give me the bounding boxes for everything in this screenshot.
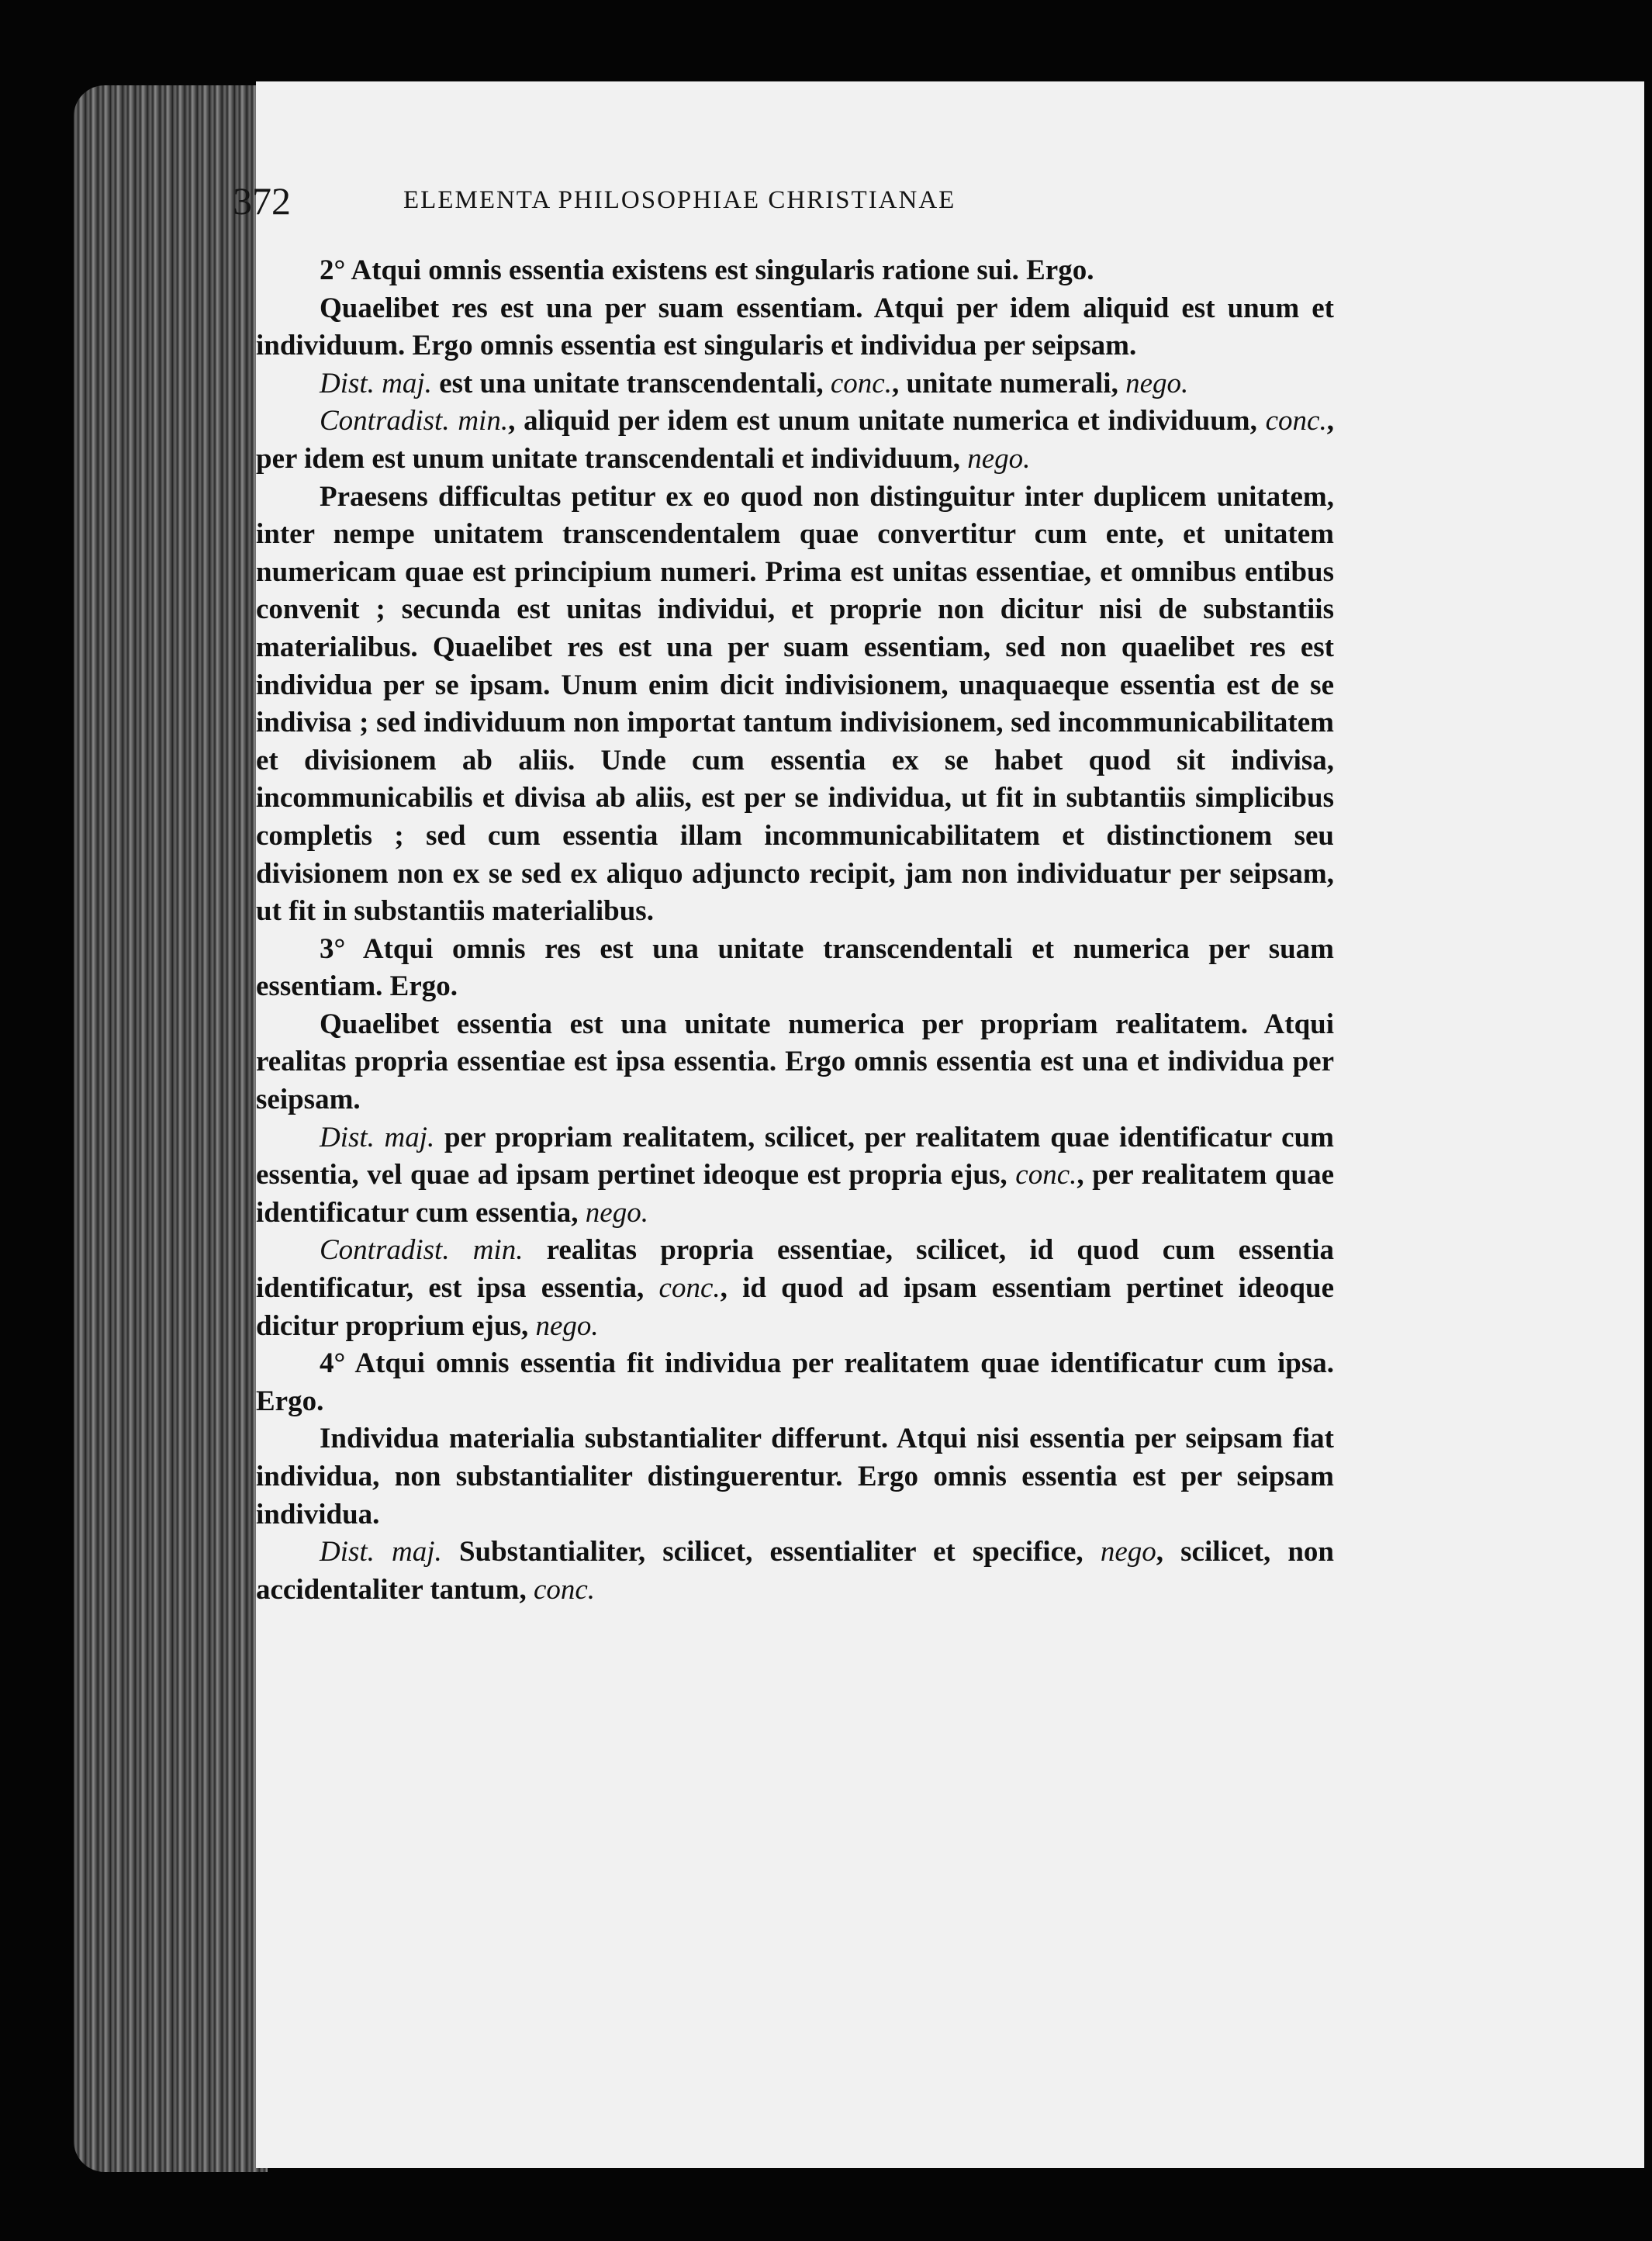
text-run: , aliquid per idem est unum unitate numerica et individuum, [508, 405, 1266, 437]
text-run: 4° Atqui omnis essentia fit individua per realitatem quae identificatur cum ipsa. Ergo. [256, 1347, 1334, 1417]
paragraph [256, 252, 1334, 290]
text-run: , scilicet, non accidentaliter tantum, [256, 1536, 1334, 1606]
paragraph [256, 1119, 1334, 1233]
italic-run: nego. [1125, 367, 1189, 399]
paragraph [256, 931, 1334, 1006]
text-run: realitas propria essentiae, scilicet, id quod cum essentia identificatur, est ipsa essentia, [256, 1234, 1334, 1305]
text-run: est una unitate transcendentali, [431, 367, 831, 399]
text-run: per propriam realitatem, scilicet, per realitatem quae identificatur cum essentia, vel quae ad ipsam pertinet ideoque est propria ejus, [256, 1121, 1334, 1191]
text-run: Substantialiter, scilicet, essentialiter et specifice, [441, 1536, 1101, 1568]
italic-run: nego. [535, 1309, 599, 1342]
text-run: 2° Atqui omnis essentia existens est singularis ratione sui. Ergo. [320, 254, 1094, 286]
text-run: , unitate numerali, [891, 367, 1126, 399]
paragraph [256, 365, 1334, 403]
text-run: , per realitatem quae identificatur cum essentia, [256, 1159, 1334, 1229]
paragraph [256, 1420, 1334, 1534]
paragraph [256, 1534, 1334, 1609]
italic-run: Dist. maj. [320, 1121, 435, 1153]
italic-run: Dist. maj. [320, 1536, 442, 1568]
text-run: 3° Atqui omnis res est una unitate transcendentali et numerica per suam essentiam. Ergo. [256, 932, 1334, 1003]
paragraph [256, 479, 1334, 931]
page-header [233, 178, 1350, 233]
paragraph [256, 1006, 1334, 1119]
italic-run: nego [1100, 1536, 1156, 1568]
paragraph [256, 1232, 1334, 1345]
text-body [256, 252, 1334, 1609]
text-run: Quaelibet essentia est una unitate numerica per propriam realitatem. Atqui realitas propria essentiae est ipsa essentia. Ergo omnis essentia est una et individua per seipsam. [256, 1008, 1334, 1116]
italic-run: conc. [1265, 405, 1327, 437]
page-number: 372 [233, 179, 291, 223]
italic-run: conc. [533, 1573, 596, 1606]
text-run: , id quod ad ipsam essentiam pertinet ideoque dicitur proprium ejus, [256, 1272, 1334, 1342]
running-head: ELEMENTA PHILOSOPHIAE CHRISTIANAE [403, 186, 956, 214]
paragraph [256, 1345, 1334, 1420]
paragraph [256, 290, 1334, 365]
italic-run: Dist. maj. [320, 367, 432, 399]
italic-run: nego. [585, 1196, 648, 1229]
book-page-edges [74, 85, 268, 2172]
text-run: , per idem est unum unitate transcendentali et individuum, [256, 405, 1334, 475]
italic-run: Contradist. min. [320, 1234, 524, 1267]
text-run: Quaelibet res est una per suam essentiam. Atqui per idem aliquid est unum et individuum. Ergo omnis essentia est singularis et individua per seipsam. [256, 292, 1334, 362]
italic-run: conc. [658, 1272, 721, 1305]
italic-run: Contradist. min. [320, 405, 509, 437]
italic-run: conc. [1015, 1159, 1077, 1191]
paragraph [256, 403, 1334, 478]
text-run: Individua materialia substantialiter differunt. Atqui nisi essentia per seipsam fiat individua, non substantialiter distinguerentur. Ergo omnis essentia est per seipsam individua. [256, 1423, 1334, 1530]
text-run: Praesens difficultas petitur ex eo quod non distinguitur inter duplicem unitatem, inter nempe unitatem transcendentalem quae convertitur cum ente, et unitatem numericam quae est principium numeri. Prima est unitas essentiae, et omnibus entibus convenit ; secunda est unitas individui, et proprie non dicitur nisi de substantiis materialibus. Quaelibet res est una per suam essentiam, sed non quaelibet res est individua per se ipsam. Unum enim dicit indivisionem, unaquaeque essentia est de se indivisa ; sed individuum non importat tantum indivisionem, sed incommunicabilitatem et divisionem ab aliis. Unde cum essentia ex se habet quod sit indivisa, incommunicabilis et divisa ab aliis, est per se individua, ut fit in subtantiis simplicibus completis ; sed cum essentia illam incommunicabilitatem et distinctionem seu divisionem non ex se sed ex aliquo adjuncto recipit, jam non individuatur per seipsam, ut fit in substantiis materialibus. [256, 480, 1334, 928]
italic-run: nego. [967, 442, 1031, 475]
italic-run: conc. [830, 367, 892, 399]
